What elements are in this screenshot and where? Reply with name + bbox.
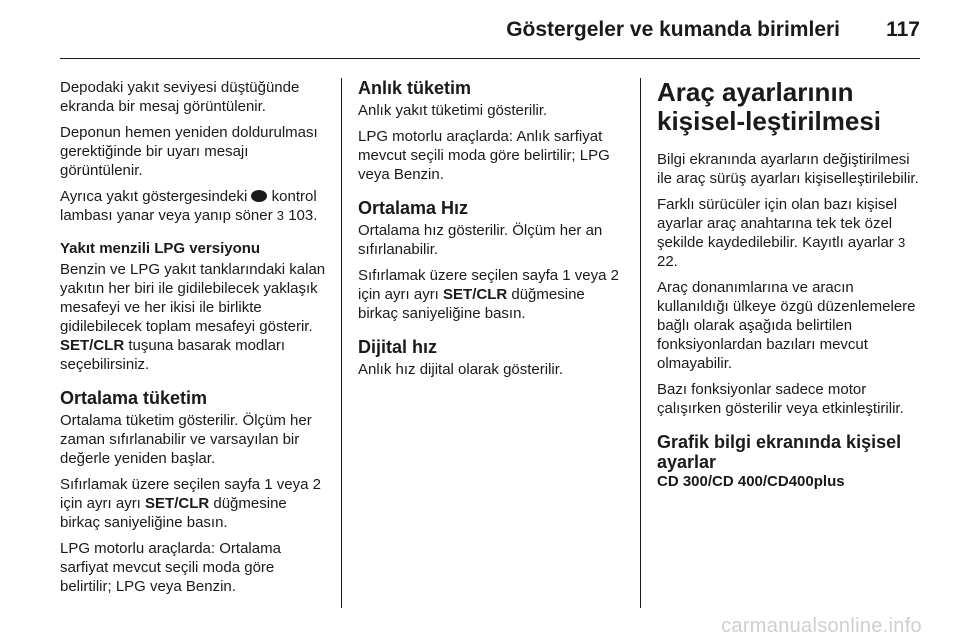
button-name-set-clr: SET/CLR <box>443 286 508 303</box>
page-reference-arrow-icon: 3 <box>897 235 906 250</box>
section-heading-instant-consumption: Anlık tüketim <box>358 78 472 98</box>
paragraph: LPG motorlu araçlarda: Anlık sarfiyat mevcut seçili moda göre belirtilir; LPG veya Benzin. <box>358 128 610 183</box>
column-1 <box>60 78 330 603</box>
section-heading-lpg-range: Yakıt menzili LPG versiyonu <box>60 240 261 257</box>
page-reference: 103. <box>284 207 318 224</box>
paragraph <box>60 475 330 532</box>
paragraph: Ortalama tüketim gösterilir. Ölçüm her zaman sıfırlanabilir ve varsayılan bir değerle yeniden başlar. <box>60 412 312 467</box>
text: Sıfırlamak üzere seçilen sayfa 1 veya 2 için ayrı ayrı <box>60 476 321 512</box>
section-heading-average-speed: Ortalama Hız <box>358 198 469 218</box>
page-number: 117 <box>886 18 920 41</box>
page-header-title: Göstergeler ve kumanda birimleri <box>506 18 840 41</box>
column-divider-2 <box>640 78 641 608</box>
header-divider <box>60 58 920 59</box>
text: Sıfırlamak üzere seçilen sayfa 1 veya 2 için ayrı ayrı <box>358 267 619 303</box>
paragraph: Deponun hemen yeniden doldurulması gerektiğinde bir uyarı mesajı görüntülenir. <box>60 124 318 179</box>
text: tuşuna basarak modları seçebilirsiniz. <box>60 337 286 373</box>
paragraph: Depodaki yakıt seviyesi düştüğünde ekranda bir mesaj görüntülenir. <box>60 79 300 115</box>
column-divider-1 <box>341 78 342 608</box>
watermark: carmanualsonline.info <box>721 615 922 637</box>
text: Ayrıca yakıt göstergesindeki <box>60 188 252 205</box>
text: Farklı sürücüler için olan bazı kişisel ayarlar araç anahtarına tek tek özel şekilde kaydedilebilir. Kayıtlı ayarlar <box>657 196 898 251</box>
paragraph <box>60 260 330 374</box>
page-reference-arrow-icon: 3 <box>276 208 285 223</box>
text: Benzin ve LPG yakıt tanklarındaki kalan yakıtın her biri ile gidilebilecek yaklaşık mesafeyi ve her ikisi ile birlikte gidilebilecek toplam mesafeyi gösterir. <box>60 261 326 335</box>
subheading-radio-models: CD 300/CD 400/CD400plus <box>657 473 845 490</box>
paragraph: Anlık yakıt tüketimi gösterilir. <box>358 102 548 119</box>
paragraph: Ortalama hız gösterilir. Ölçüm her an sıfırlanabilir. <box>358 222 603 258</box>
column-2 <box>358 78 626 386</box>
section-heading-average-consumption: Ortalama tüketim <box>60 388 208 408</box>
paragraph <box>358 266 626 323</box>
column-3 <box>657 78 920 491</box>
chapter-title: Araç ayarlarının kişisel-leştirilmesi <box>657 77 882 136</box>
button-name-set-clr: SET/CLR <box>145 495 210 512</box>
paragraph: Araç donanımlarına ve aracın kullanıldığı ülkeye özgü düzenlemelere bağlı olarak aşağıda belirtilen fonksiyonlardan bazıları mevcut olmayabilir. <box>657 279 916 372</box>
paragraph: Bilgi ekranında ayarların değiştirilmesi ile araç sürüş ayarları kişiselleştirilebilir. <box>657 151 919 187</box>
paragraph: Anlık hız dijital olarak gösterilir. <box>358 361 564 378</box>
paragraph <box>60 187 330 225</box>
fuel-warning-lamp-icon <box>251 190 267 202</box>
text: kontrol lambası yanar veya yanıp söner <box>60 188 317 224</box>
paragraph: Bazı fonksiyonlar sadece motor çalışırken gösterilir veya etkinleştirilir. <box>657 381 904 417</box>
section-heading-graphic-display: Grafik bilgi ekranında kişisel ayarlar <box>657 432 902 472</box>
section-heading-digital-speed: Dijital hız <box>358 337 438 357</box>
paragraph <box>657 195 920 271</box>
paragraph: LPG motorlu araçlarda: Ortalama sarfiyat mevcut seçili moda göre belirtilir; LPG veya Benzin. <box>60 540 281 595</box>
page-reference: 22. <box>657 253 678 270</box>
button-name-set-clr: SET/CLR <box>60 337 125 354</box>
text: düğmesine birkaç saniyeliğine basın. <box>60 495 287 531</box>
text: düğmesine birkaç saniyeliğine basın. <box>358 286 585 322</box>
